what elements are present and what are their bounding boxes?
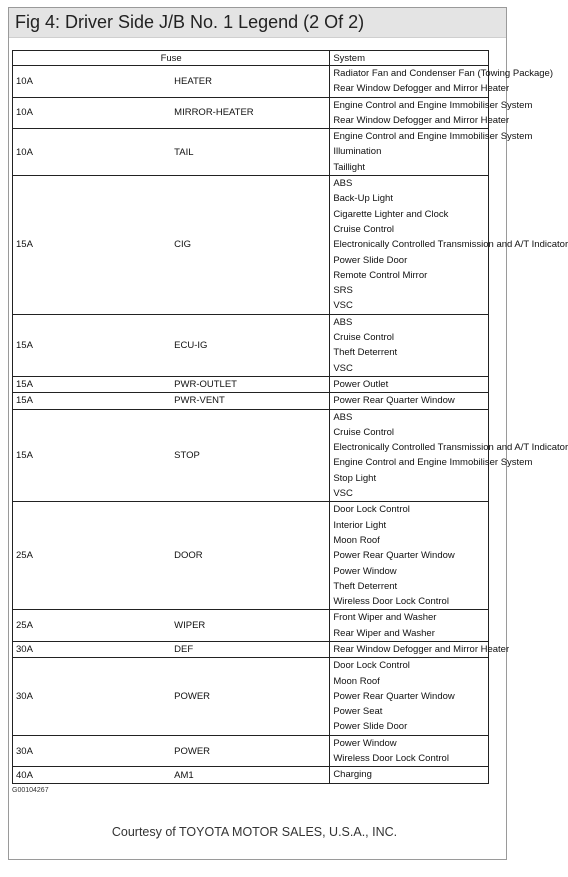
fuse-name: HEATER — [171, 66, 330, 98]
system-item: Power Slide Door — [333, 721, 408, 733]
table-row — [13, 767, 489, 783]
table-row — [13, 66, 489, 98]
system-item: VSC — [333, 300, 353, 312]
system-item: Engine Control and Engine Immobiliser System — [333, 131, 533, 143]
system-item: Power Rear Quarter Window — [333, 550, 455, 562]
table-row — [13, 393, 489, 409]
table-row — [13, 641, 489, 657]
system-item: Wireless Door Lock Control — [333, 596, 449, 608]
system-list — [330, 658, 489, 735]
system-column-header: System — [330, 51, 489, 66]
system-list — [330, 97, 533, 129]
system-item: Moon Roof — [333, 534, 380, 546]
system-item: Taillight — [333, 161, 365, 173]
system-item: Cruise Control — [333, 223, 395, 235]
table-row — [13, 314, 489, 376]
table-row — [13, 376, 489, 392]
table-row — [13, 97, 489, 129]
system-item: ABS — [333, 411, 353, 423]
fuse-amperage: 25A — [13, 502, 172, 610]
system-item: Theft Deterrent — [333, 580, 398, 592]
fuse-legend-table — [12, 50, 568, 784]
fuse-amperage: 40A — [13, 767, 172, 783]
system-list — [330, 393, 489, 409]
fuse-name: ECU-IG — [171, 314, 330, 376]
system-item: Power Outlet — [333, 378, 389, 390]
system-list — [330, 314, 489, 376]
fuse-name: PWR-OUTLET — [171, 376, 330, 392]
fuse-amperage: 10A — [13, 129, 172, 176]
system-item: VSC — [333, 362, 353, 374]
fuse-amperage: 15A — [13, 393, 172, 409]
table-row — [13, 502, 489, 610]
system-item: Power Seat — [333, 706, 383, 718]
system-item: Charging — [333, 769, 372, 781]
system-list — [330, 66, 553, 98]
system-item: ABS — [333, 316, 353, 328]
fuse-name: PWR-VENT — [171, 393, 330, 409]
system-list — [330, 735, 489, 767]
system-item: ABS — [333, 178, 353, 190]
table-row — [13, 176, 489, 315]
fuse-amperage: 10A — [13, 66, 172, 98]
system-list — [330, 176, 568, 315]
system-item: Power Rear Quarter Window — [333, 690, 455, 702]
system-item: Interior Light — [333, 519, 387, 531]
fuse-name: CIG — [171, 176, 330, 315]
fuse-name: MIRROR-HEATER — [171, 97, 330, 129]
system-item: Engine Control and Engine Immobiliser System — [333, 99, 533, 111]
fuse-amperage: 30A — [13, 641, 172, 657]
system-item: Electronically Controlled Transmission and A/T Indicator — [333, 442, 568, 454]
fuse-amperage: 30A — [13, 658, 172, 735]
fuse-amperage: 15A — [13, 176, 172, 315]
system-item: Stop Light — [333, 472, 377, 484]
fuse-amperage: 10A — [13, 97, 172, 129]
fuse-name: TAIL — [171, 129, 330, 176]
system-item: Power Slide Door — [333, 254, 408, 266]
system-item: Cigarette Lighter and Clock — [333, 208, 449, 220]
fuse-amperage: 25A — [13, 610, 172, 642]
system-item: Rear Window Defogger and Mirror Heater — [333, 83, 510, 95]
system-item: VSC — [333, 488, 353, 500]
system-item: Wireless Door Lock Control — [333, 753, 449, 765]
courtesy-credit: Courtesy of TOYOTA MOTOR SALES, U.S.A., INC. — [111, 825, 398, 839]
system-item: Door Lock Control — [333, 660, 410, 672]
fuse-legend-body — [13, 66, 568, 784]
system-list — [330, 129, 533, 176]
system-item: Front Wiper and Washer — [333, 612, 437, 624]
system-item: Radiator Fan and Condenser Fan (Towing Package) — [333, 68, 553, 79]
system-list — [330, 767, 489, 783]
system-item: Power Rear Quarter Window — [333, 395, 455, 407]
table-row — [13, 610, 489, 642]
table-row — [13, 409, 489, 502]
system-item: Cruise Control — [333, 426, 395, 438]
system-item: Rear Window Defogger and Mirror Heater — [333, 643, 510, 655]
table-row — [13, 129, 489, 176]
system-list — [330, 376, 489, 392]
system-item: Back-Up Light — [333, 193, 393, 205]
figure-code: G00104267 — [12, 787, 49, 794]
fuse-amperage: 15A — [13, 376, 172, 392]
system-list — [330, 502, 489, 610]
system-list — [330, 409, 568, 502]
fuse-name: STOP — [171, 409, 330, 502]
fuse-column-header: Fuse — [13, 51, 330, 66]
fuse-amperage: 30A — [13, 735, 172, 767]
figure-title: Fig 4: Driver Side J/B No. 1 Legend (2 Of 2) — [15, 12, 365, 32]
table-header-row — [13, 51, 489, 66]
system-item: Moon Roof — [333, 675, 380, 687]
table-row — [13, 658, 489, 735]
system-item: Electronically Controlled Transmission and A/T Indicator — [333, 239, 568, 251]
system-item: Rear Window Defogger and Mirror Heater — [333, 114, 510, 126]
system-item: Power Window — [333, 737, 397, 749]
system-item: Rear Wiper and Washer — [333, 627, 435, 639]
table-row — [13, 735, 489, 767]
system-list — [330, 610, 489, 642]
fuse-name: AM1 — [171, 767, 330, 783]
system-item: SRS — [333, 285, 353, 297]
system-item: Engine Control and Engine Immobiliser System — [333, 457, 533, 469]
fuse-name: DEF — [171, 641, 330, 657]
system-item: Illumination — [333, 146, 382, 158]
system-item: Cruise Control — [333, 332, 395, 344]
fuse-amperage: 15A — [13, 314, 172, 376]
system-item: Door Lock Control — [333, 504, 410, 516]
fuse-name: DOOR — [171, 502, 330, 610]
fuse-name: POWER — [171, 735, 330, 767]
fuse-amperage: 15A — [13, 409, 172, 502]
figure-title-bar — [9, 8, 506, 38]
fuse-name: WIPER — [171, 610, 330, 642]
system-item: Theft Deterrent — [333, 347, 398, 359]
system-item: Power Window — [333, 565, 397, 577]
system-item: Remote Control Mirror — [333, 269, 428, 281]
fuse-name: POWER — [171, 658, 330, 735]
system-list — [330, 641, 510, 657]
